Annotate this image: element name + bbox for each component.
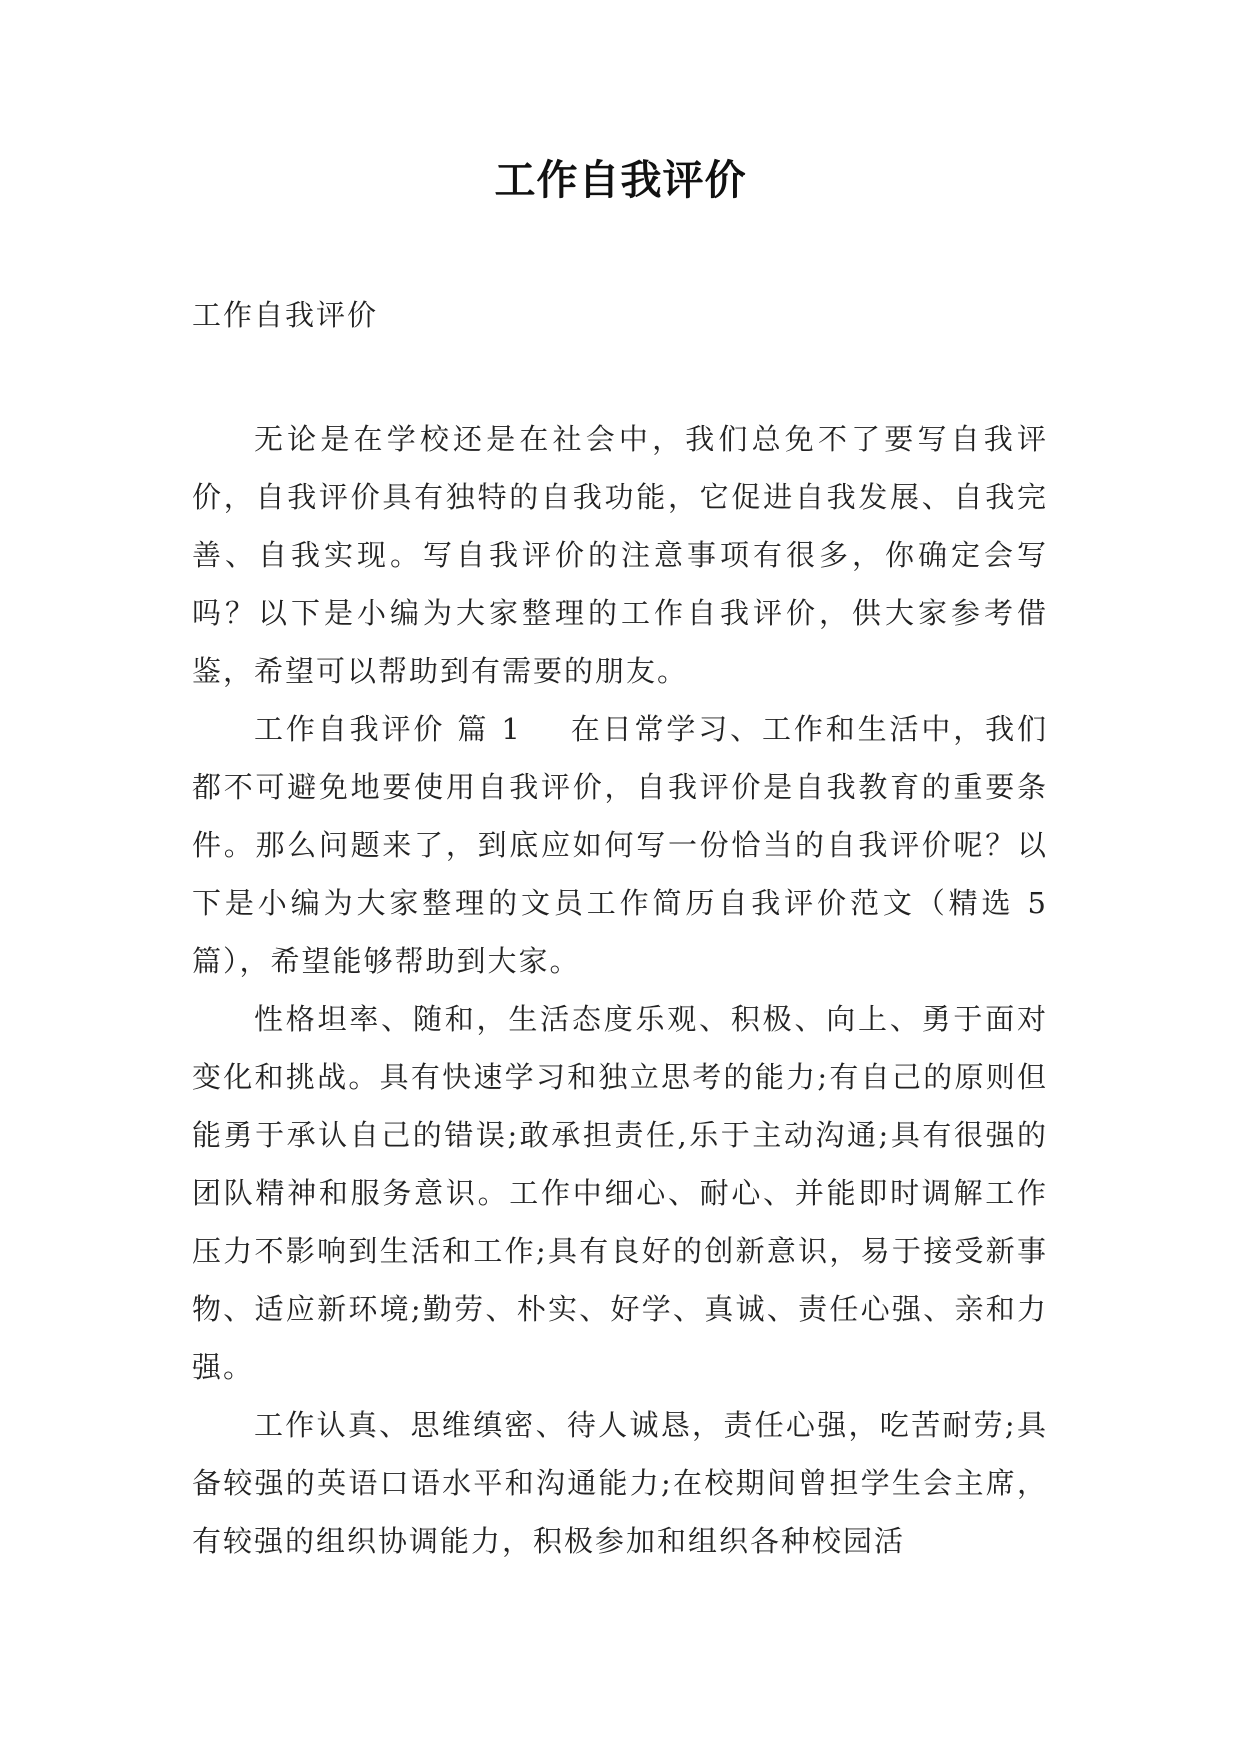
document-subtitle: 工作自我评价 [192, 298, 379, 332]
section-1-text: 在日常学习、工作和生活中，我们都不可避免地要使用自我评价，自我评价是自我教育的重要条件。那么问题来了，到底应如何写一份恰当的自我评价呢？以下是小编为大家整理的文员工作简历自我评价范文（精选 5 篇），希望能够帮助到大家。 [192, 712, 1048, 978]
document-title: 工作自我评价 [494, 156, 747, 204]
section-label: 工作自我评价 篇 1 [254, 712, 522, 746]
paragraph-personality: 性格坦率、随和，生活态度乐观、积极、向上、勇于面对变化和挑战。具有快速学习和独立思考的能力;有自己的原则但能勇于承认自己的错误;敢承担责任,乐于主动沟通;具有很强的团队精神和服务意识。工作中细心、耐心、并能即时调解工作压力不影响到生活和工作;具有良好的创新意识，易于接受新事物、适应新环境;勤劳、朴实、好学、真诚、责任心强、亲和力强。 [192, 1002, 1048, 1384]
paragraph-section-1 [192, 700, 1048, 990]
paragraph-work-attitude: 工作认真、思维缜密、待人诚恳，责任心强，吃苦耐劳;具备较强的英语口语水平和沟通能力;在校期间曾担学生会主席，有较强的组织协调能力，积极参加和组织各种校园活 [192, 1408, 1048, 1558]
document-body [192, 410, 1048, 1570]
paragraph-intro: 无论是在学校还是在社会中，我们总免不了要写自我评价，自我评价具有独特的自我功能，它促进自我发展、自我完善、自我实现。写自我评价的注意事项有很多，你确定会写吗？以下是小编为大家整理的工作自我评价，供大家参考借鉴，希望可以帮助到有需要的朋友。 [192, 422, 1048, 688]
